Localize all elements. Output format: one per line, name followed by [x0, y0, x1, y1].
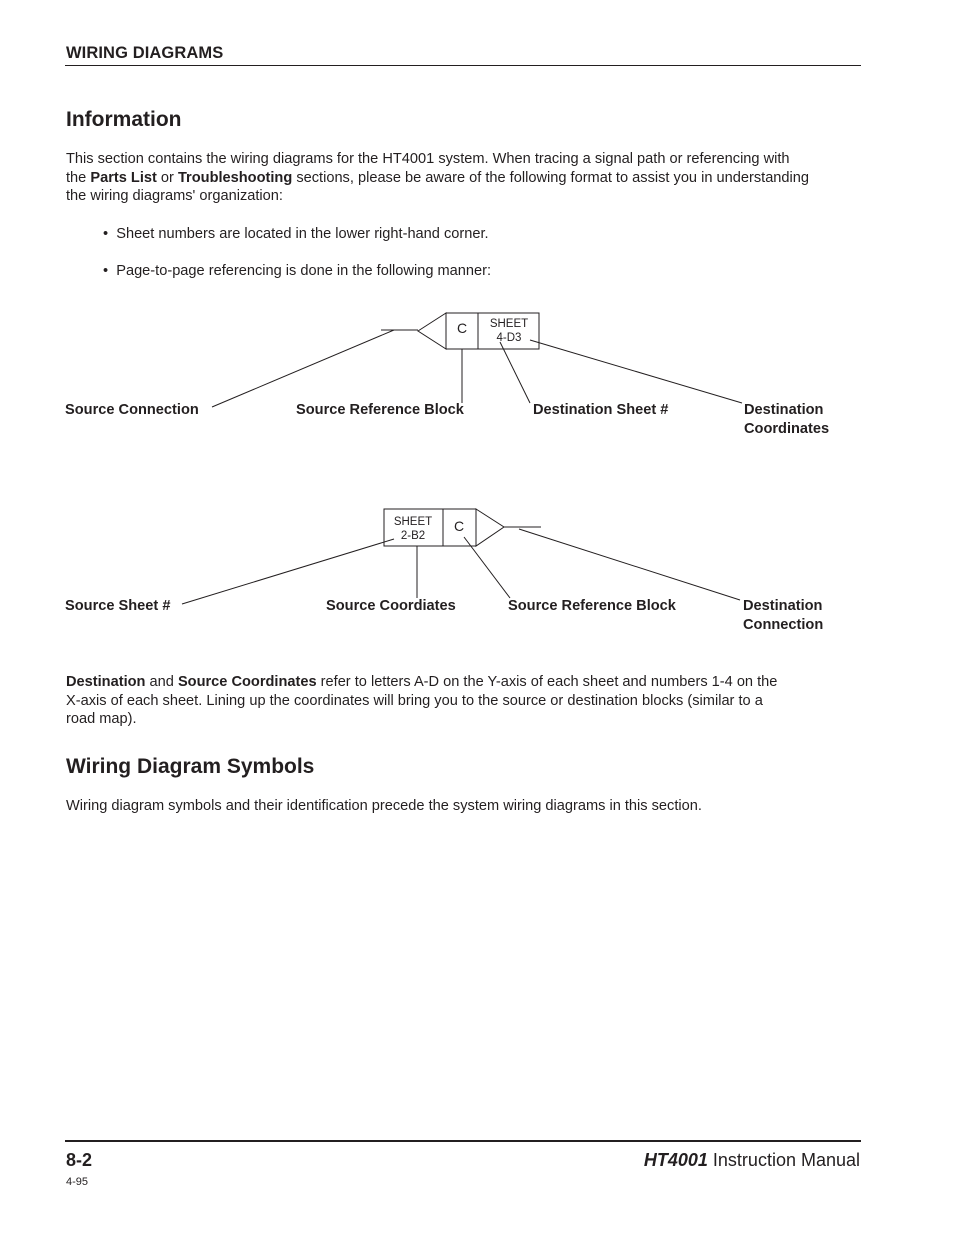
label-source-reference-block: Source Reference Block [296, 402, 464, 418]
label-line: Destination [744, 402, 824, 418]
revision-date: 4-95 [66, 1176, 89, 1188]
intro-text: sections, please be aware of the following format to assist you in understanding [292, 169, 810, 186]
bullet-icon: • [103, 226, 109, 242]
manual-title [644, 1150, 860, 1171]
coord-line-1 [66, 673, 866, 692]
symbols-paragraph: Wiring diagram symbols and their identification precede the system wiring diagrams in this section. [66, 798, 702, 814]
source-sheet-word: SHEET [393, 516, 433, 528]
bullet-icon: • [103, 263, 109, 279]
destination-letter: C [456, 320, 468, 336]
intro-text: or [156, 169, 178, 186]
label-source-sheet: Source Sheet # [65, 598, 171, 614]
destination-reference-symbol [212, 313, 742, 407]
destination-sheet-ref: 4-D3 [496, 332, 522, 344]
label-destination-sheet: Destination Sheet # [533, 402, 669, 418]
leader-destination-connection [519, 529, 740, 600]
label-source-coordinates: Source Coordiates [326, 598, 456, 614]
label-line: Destination [743, 598, 823, 614]
source-sheet-ref: 2-B2 [400, 530, 426, 542]
leader-source-reference-block [464, 537, 510, 598]
label-line: Connection [743, 617, 824, 633]
leader-destination-sheet [500, 342, 530, 403]
intro-line-1: This section contains the wiring diagrams for the HT4001 system. When tracing a signal path or referencing with [66, 151, 790, 167]
source-letter: C [453, 518, 465, 534]
intro-text: the [66, 169, 91, 186]
troubleshooting-ref: Troubleshooting [177, 169, 293, 186]
section-header: WIRING DIAGRAMS [66, 44, 224, 62]
source-coordinates-term: Source Coordinates [177, 674, 317, 690]
intro-line-3: the wiring diagrams' organization: [66, 188, 283, 205]
label-line: Coordinates [744, 421, 830, 437]
coordinates-paragraph [66, 673, 866, 729]
label-source-connection: Source Connection [65, 402, 199, 418]
page-number: 8-2 [66, 1150, 93, 1170]
bullet-text: Page-to-page referencing is done in the following manner: [116, 263, 492, 279]
leader-source-connection [212, 330, 394, 407]
source-arrow [476, 509, 504, 546]
brand-name: HT4001 [643, 1150, 708, 1170]
footer-rule [65, 1140, 861, 1142]
label-destination-coordinates [744, 401, 829, 439]
destination-arrow [418, 313, 446, 349]
leader-destination-coordinates [530, 340, 742, 403]
manual-label: Instruction Manual [707, 1150, 860, 1170]
bullet-text: Sheet numbers are located in the lower right-hand corner. [116, 226, 489, 242]
symbols-heading: Wiring Diagram Symbols [66, 755, 315, 778]
destination-term: Destination [66, 674, 146, 690]
information-heading: Information [66, 108, 182, 131]
parts-list-ref: Parts List [90, 169, 157, 186]
coord-line-2: X-axis of each sheet. Lining up the coordinates will bring you to the source or destination blocks (similar to a [66, 692, 763, 709]
leader-source-sheet [182, 539, 394, 604]
destination-sheet-word: SHEET [489, 318, 529, 330]
label-source-reference-block-2: Source Reference Block [508, 598, 676, 614]
coord-text: refer to letters A-D on the Y-axis of each sheet and numbers 1-4 on the [316, 674, 778, 690]
coord-line-3: road map). [66, 711, 137, 728]
coord-text: and [145, 674, 178, 690]
label-destination-connection [743, 597, 823, 635]
